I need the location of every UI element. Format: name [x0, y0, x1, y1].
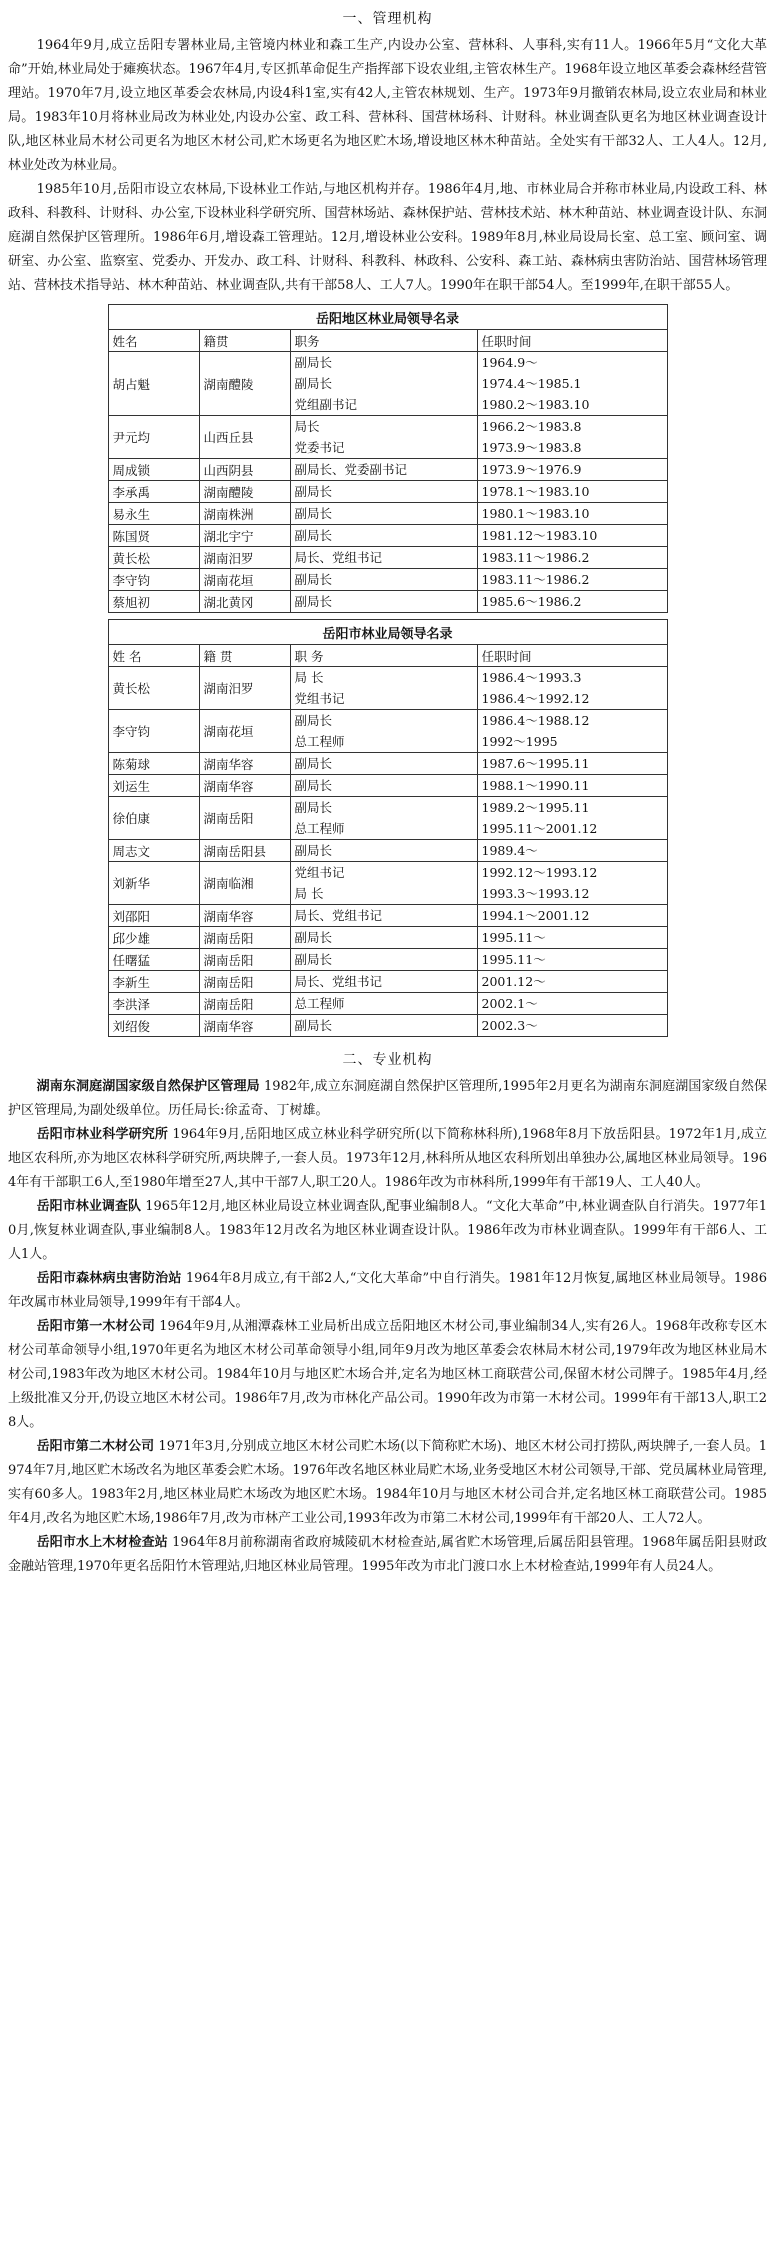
leader-term: 2002.3～: [481, 1018, 538, 1033]
leader-native-place: 湖南花垣: [199, 710, 290, 753]
leader-terms: [477, 591, 667, 613]
leader-posts: [290, 949, 477, 971]
column-header: 任职时间: [477, 330, 667, 352]
leader-term: 1981.12～1983.10: [481, 528, 598, 543]
leader-posts: [290, 525, 477, 547]
table-caption: 岳阳地区林业局领导名录: [108, 305, 667, 330]
leader-post: 副局长: [294, 800, 333, 815]
leader-terms: [477, 797, 667, 840]
leader-name: 蔡旭初: [108, 591, 199, 613]
leader-name: 李洪泽: [108, 993, 199, 1015]
leader-posts: [290, 667, 477, 710]
leader-term: 1986.4～1992.12: [481, 691, 590, 706]
leader-name: 刘邵阳: [108, 905, 199, 927]
leader-terms: [477, 459, 667, 481]
leader-post: 副局长: [294, 1018, 333, 1033]
institution-entry: [8, 1435, 767, 1531]
institution-entry: [8, 1267, 767, 1315]
leader-name: 李守钧: [108, 710, 199, 753]
leader-term: 1980.2～1983.10: [481, 397, 590, 412]
table-header-row: [108, 330, 667, 352]
institution-heading: 岳阳市水上木材检查站: [36, 1535, 168, 1550]
leader-name: 周志文: [108, 840, 199, 862]
leader-terms: [477, 927, 667, 949]
leader-term: 1980.1～1983.10: [481, 506, 590, 521]
table-row: [108, 547, 667, 569]
leader-terms: [477, 710, 667, 753]
leader-post: 总工程师: [294, 821, 345, 836]
institution-entry: [8, 1315, 767, 1435]
leader-terms: [477, 905, 667, 927]
leader-posts: [290, 459, 477, 481]
table-row: [108, 416, 667, 459]
leader-posts: [290, 710, 477, 753]
leader-posts: [290, 905, 477, 927]
leader-native-place: 湖南汨罗: [199, 667, 290, 710]
leader-term: 1988.1～1990.11: [481, 778, 590, 793]
leader-term: 1974.4～1985.1: [481, 376, 582, 391]
leader-native-place: 湖南华容: [199, 775, 290, 797]
column-header: 职 务: [290, 645, 477, 667]
institution-description: 1965年12月,地区林业局设立林业调查队,配事业编制8人。“文化大革命”中,林业调查队自行消失。1977年10月,恢复林业调查队,事业编制8人。1983年12月改名为地区林业调查设计队。1986年改为市林业调查队。1999年有干部6人、工人1人。: [8, 1199, 767, 1262]
section1-title: 一、管理机构: [342, 11, 433, 27]
leader-post: 副局长: [294, 952, 333, 967]
table-row: [108, 352, 667, 416]
leader-native-place: 湖南岳阳县: [199, 840, 290, 862]
leader-posts: [290, 503, 477, 525]
leader-name: 刘新华: [108, 862, 199, 905]
leader-post: 党组副书记: [294, 397, 358, 412]
leader-terms: [477, 775, 667, 797]
leader-term: 1995.11～: [481, 930, 546, 945]
leader-name: 刘绍俊: [108, 1015, 199, 1037]
leader-native-place: 湖北黄冈: [199, 591, 290, 613]
leader-post: 副局长: [294, 713, 333, 728]
leader-post: 党组书记: [294, 865, 345, 880]
leader-native-place: 湖南花垣: [199, 569, 290, 591]
table-row: [108, 591, 667, 613]
leader-term: 1964.9～: [481, 355, 538, 370]
leader-posts: [290, 591, 477, 613]
leader-native-place: 湖南岳阳: [199, 949, 290, 971]
section2-items: [8, 1075, 767, 1579]
table-row: [108, 949, 667, 971]
leader-post: 副局长: [294, 778, 333, 793]
leader-terms: [477, 525, 667, 547]
leader-post: 副局长: [294, 756, 333, 771]
leader-term: 2001.12～: [481, 974, 546, 989]
leaders-table-prefecture: [108, 304, 668, 613]
leader-term: 1966.2～1983.8: [481, 419, 582, 434]
leader-post: 副局长: [294, 528, 333, 543]
leader-term: 1989.2～1995.11: [481, 800, 590, 815]
institution-heading: 岳阳市第一木材公司: [36, 1319, 155, 1334]
section1-paragraph-2: 1985年10月,岳阳市设立农林局,下设林业工作站,与地区机构并存。1986年4月,地、市林业局合并称市林业局,内设政工科、林政科、科教科、计财科、办公室,下设林业科学研究所、国营林场站、森林保护站、营林技术站、林木种苗站、林业调查设计队、东洞庭湖自然保护区管理所。1986年6月,增设森工管理站。12月,增设林业公安科。1989年8月,林业局设局长室、总工室、顾问室、调研室、办公室、监察室、党委办、开发办、政工科、计财科、科教科、林政科、公安科、森工站、森林病虫害防治站、国营林场管理站、营林技术指导站、林木种苗站、林业调查队,共有干部58人、工人7人。1990年在职干部54人。至1999年,在职干部55人。: [8, 182, 767, 293]
leaders-table-prefecture-wrap: [108, 304, 668, 613]
table-row: [108, 775, 667, 797]
leader-post: 总工程师: [294, 996, 345, 1011]
table-row: [108, 753, 667, 775]
leader-terms: [477, 569, 667, 591]
leader-terms: [477, 753, 667, 775]
leader-native-place: 湖南株洲: [199, 503, 290, 525]
leaders-table-city-wrap: [108, 619, 668, 1037]
leader-terms: [477, 840, 667, 862]
column-header: 籍 贯: [199, 645, 290, 667]
leader-post: 党委书记: [294, 440, 345, 455]
leader-name: 黄长松: [108, 547, 199, 569]
leader-native-place: 湖南醴陵: [199, 481, 290, 503]
leader-native-place: 湖南华容: [199, 1015, 290, 1037]
leader-terms: [477, 416, 667, 459]
table-row: [108, 481, 667, 503]
institution-heading: 湖南东洞庭湖国家级自然保护区管理局: [36, 1079, 260, 1094]
leader-post: 党组书记: [294, 691, 345, 706]
leader-posts: [290, 1015, 477, 1037]
leader-posts: [290, 481, 477, 503]
leader-native-place: 湖南临湘: [199, 862, 290, 905]
leader-name: 易永生: [108, 503, 199, 525]
leader-post: 局长、党组书记: [294, 908, 383, 923]
leader-native-place: 山西丘县: [199, 416, 290, 459]
table-row: [108, 797, 667, 840]
leader-term: 2002.1～: [481, 996, 538, 1011]
leader-post: 局 长: [294, 886, 324, 901]
institution-entry: [8, 1123, 767, 1195]
institution-description: 1964年9月,从湘潭森林工业局析出成立岳阳地区木材公司,事业编制34人,实有26人。1968年改称专区木材公司革命领导小组,1970年更名为地区木材公司革命领导小组,同年9月改为地区革委会农林局木材公司,1979年改为地区林业局木材公司,1983年改为地区木材公司。1984年10月与地区贮木场合并,定名为地区林工商联营公司,保留木材公司牌子。1985年4月,经上级批准又分开,仍设立地区木材公司。1986年7月,改为市林化产品公司。1990年改为市第一木材公司。1999年有干部13人,职工28人。: [8, 1319, 767, 1430]
table-caption-row: [108, 305, 667, 330]
table-row: [108, 862, 667, 905]
leader-post: 局 长: [294, 670, 324, 685]
leader-post: 副局长: [294, 355, 333, 370]
table-row: [108, 710, 667, 753]
leader-term: 1994.1～2001.12: [481, 908, 590, 923]
institution-entry: [8, 1531, 767, 1579]
institution-heading: 岳阳市森林病虫害防治站: [36, 1271, 182, 1286]
leader-terms: [477, 949, 667, 971]
leader-term: 1983.11～1986.2: [481, 550, 590, 565]
table-header-row: [108, 645, 667, 667]
leader-name: 刘运生: [108, 775, 199, 797]
leader-native-place: 湖南岳阳: [199, 797, 290, 840]
leader-native-place: 湖南华容: [199, 905, 290, 927]
column-header: 姓 名: [108, 645, 199, 667]
table-row: [108, 667, 667, 710]
leader-native-place: 山西阴县: [199, 459, 290, 481]
table-row: [108, 525, 667, 547]
section2-title: 二、专业机构: [342, 1052, 433, 1068]
leader-post: 副局长: [294, 930, 333, 945]
leader-terms: [477, 993, 667, 1015]
leader-post: 总工程师: [294, 734, 345, 749]
table-caption-row: [108, 620, 667, 645]
leader-name: 邱少雄: [108, 927, 199, 949]
leader-posts: [290, 971, 477, 993]
leader-native-place: 湖南华容: [199, 753, 290, 775]
leader-name: 陈国贤: [108, 525, 199, 547]
leader-post: 局长: [294, 419, 320, 434]
institution-entry: [8, 1075, 767, 1123]
leader-name: 李承禹: [108, 481, 199, 503]
leader-name: 周成锁: [108, 459, 199, 481]
leader-term: 1993.3～1993.12: [481, 886, 590, 901]
institution-description: 1964年8月成立,有干部2人,“文化大革命”中自行消失。1981年12月恢复,属地区林业局领导。1986年改属市林业局领导,1999年有干部4人。: [8, 1271, 767, 1310]
table-row: [108, 905, 667, 927]
institution-description: 1982年,成立东洞庭湖自然保护区管理所,1995年2月更名为湖南东洞庭湖国家级自然保护区管理局,为副处级单位。历任局长:徐孟奇、丁树雄。: [8, 1079, 767, 1118]
leader-term: 1995.11～: [481, 952, 546, 967]
leader-posts: [290, 416, 477, 459]
leader-native-place: 湖南岳阳: [199, 993, 290, 1015]
leader-post: 局长、党组书记: [294, 550, 383, 565]
table-row: [108, 503, 667, 525]
leader-post: 副局长: [294, 376, 333, 391]
institution-heading: 岳阳市林业科学研究所: [36, 1127, 169, 1142]
leader-term: 1992.12～1993.12: [481, 865, 598, 880]
leader-terms: [477, 1015, 667, 1037]
leader-terms: [477, 862, 667, 905]
column-header: 籍贯: [199, 330, 290, 352]
table-row: [108, 927, 667, 949]
column-header: 姓名: [108, 330, 199, 352]
institution-heading: 岳阳市第二木材公司: [36, 1439, 155, 1454]
leader-post: 副局长: [294, 843, 333, 858]
leader-term: 1983.11～1986.2: [481, 572, 590, 587]
leader-posts: [290, 862, 477, 905]
leader-post: 副局长: [294, 572, 333, 587]
leader-post: 副局长: [294, 506, 333, 521]
leader-native-place: 湖南醴陵: [199, 352, 290, 416]
section1-paragraph-1: 1964年9月,成立岳阳专署林业局,主管境内林业和森工生产,内设办公室、营林科、人事科,实有11人。1966年5月“文化大革命”开始,林业局处于瘫痪状态。1967年4月,专区抓革命促生产指挥部下设农业组,主管农林生产。1968年设立地区革委会森林经营管理站。1970年7月,设立地区革委会农林局,内设4科1室,实有42人,主管农林规划、生产。1973年9月撤销农林局,设立农业局和林业局。1983年10月将林业局改为林业处,内设办公室、政工科、营林科、国营林场科、计财科。林业调查队更名为地区林业调查设计队,地区林业局木材公司更名为地区木材公司,贮木场更名为地区贮木场,增设地区林木种苗站。全处实有干部32人、工人4人。12月,林业处改为林业局。: [8, 38, 767, 173]
table-row: [108, 971, 667, 993]
institution-heading: 岳阳市林业调查队: [36, 1199, 142, 1214]
leader-name: 黄长松: [108, 667, 199, 710]
institution-entry: [8, 1195, 767, 1267]
leader-native-place: 湖北宇宁: [199, 525, 290, 547]
column-header: 任职时间: [477, 645, 667, 667]
leader-posts: [290, 840, 477, 862]
table-row: [108, 569, 667, 591]
leader-terms: [477, 547, 667, 569]
leader-term: 1986.4～1993.3: [481, 670, 582, 685]
leader-name: 李守钧: [108, 569, 199, 591]
leader-native-place: 湖南岳阳: [199, 927, 290, 949]
leader-native-place: 湖南岳阳: [199, 971, 290, 993]
leader-name: 胡占魁: [108, 352, 199, 416]
table-row: [108, 993, 667, 1015]
leader-posts: [290, 547, 477, 569]
leader-terms: [477, 481, 667, 503]
leader-post: 副局长: [294, 594, 333, 609]
column-header: 职务: [290, 330, 477, 352]
leader-posts: [290, 352, 477, 416]
institution-description: 1971年3月,分别成立地区木材公司贮木场(以下简称贮木场)、地区木材公司打捞队,两块牌子,一套人员。1974年7月,地区贮木场改名为地区革委会贮木场。1976年改名地区林业局贮木场,业务受地区木材公司领导,干部、党员属林业局管理,实有60多人。1983年2月,地区林业局贮木场改为地区贮木场。1984年10月与地区木材公司合并,定名地区林工商联营公司。1985年4月,改名为地区贮木场,1986年7月,改为市林产工业公司,1993年改为市第二木材公司,1999年有干部20人、工人72人。: [8, 1439, 767, 1526]
leader-name: 李新生: [108, 971, 199, 993]
table-row: [108, 459, 667, 481]
leader-name: 徐伯康: [108, 797, 199, 840]
leader-post: 副局长: [294, 484, 333, 499]
leader-term: 1987.6～1995.11: [481, 756, 590, 771]
leaders-table-city: [108, 619, 668, 1037]
leader-posts: [290, 569, 477, 591]
leader-post: 副局长、党委副书记: [294, 462, 408, 477]
institution-description: 1964年9月,岳阳地区成立林业科学研究所(以下简称林科所),1968年8月下放岳阳县。1972年1月,成立地区农科所,亦为地区农林科学研究所,两块牌子,一套人员。1973年12月,林科所从地区农科所划出单独办公,属地区林业局领导。1964年有干部职工6人,至1980年增至27人,其中干部7人,职工20人。1986年改为市林科所,1999年有干部19人、工人40人。: [8, 1127, 767, 1190]
leader-term: 1978.1～1983.10: [481, 484, 590, 499]
leader-term: 1986.4～1988.12: [481, 713, 590, 728]
leader-posts: [290, 797, 477, 840]
table-row: [108, 1015, 667, 1037]
leader-terms: [477, 667, 667, 710]
leader-term: 1989.4～: [481, 843, 538, 858]
leader-name: 尹元均: [108, 416, 199, 459]
leader-name: 陈菊球: [108, 753, 199, 775]
leader-term: 1973.9～1983.8: [481, 440, 582, 455]
leader-term: 1995.11～2001.12: [481, 821, 598, 836]
leader-term: 1973.9～1976.9: [481, 462, 582, 477]
leader-posts: [290, 753, 477, 775]
leader-posts: [290, 993, 477, 1015]
leader-posts: [290, 927, 477, 949]
table-row: [108, 840, 667, 862]
table-caption: 岳阳市林业局领导名录: [108, 620, 667, 645]
institution-description: 1964年8月前称湖南省政府城陵矶木材检查站,属省贮木场管理,后属岳阳县管理。1968年属岳阳县财政金融站管理,1970年更名岳阳竹木管理站,归地区林业局管理。1995年改为市北门渡口水上木材检查站,1999年有人员24人。: [8, 1535, 767, 1574]
leader-term: 1985.6～1986.2: [481, 594, 582, 609]
leader-terms: [477, 503, 667, 525]
leader-native-place: 湖南汨罗: [199, 547, 290, 569]
leader-post: 局长、党组书记: [294, 974, 383, 989]
leader-name: 任曙猛: [108, 949, 199, 971]
leader-terms: [477, 971, 667, 993]
leader-terms: [477, 352, 667, 416]
leader-posts: [290, 775, 477, 797]
leader-term: 1992～1995: [481, 734, 558, 749]
